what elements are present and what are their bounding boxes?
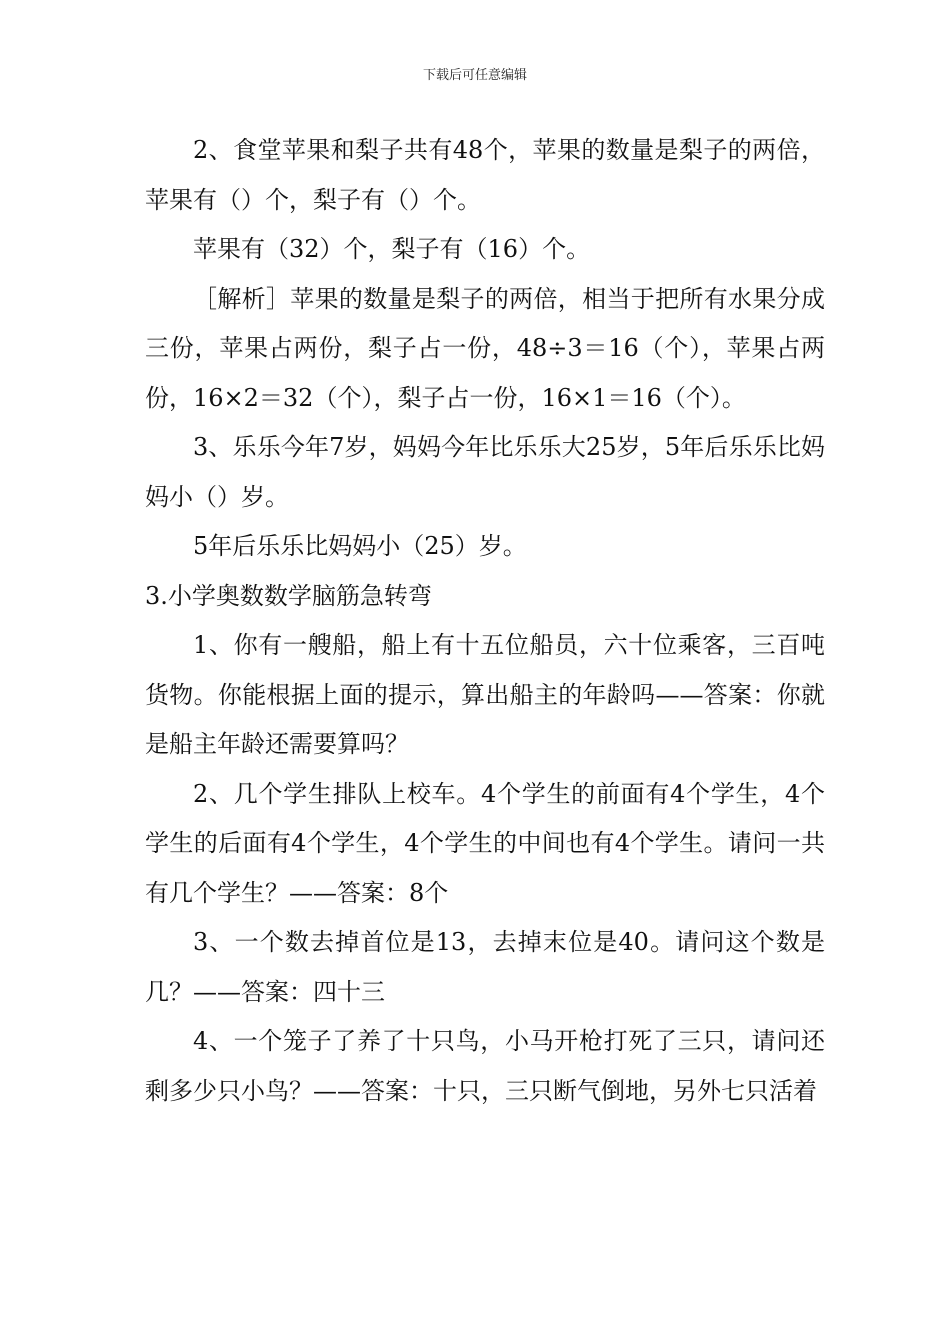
- paragraph-riddle-students: 2、几个学生排队上校车。4个学生的前面有4个学生，4个学生的后面有4个学生，4个学生的中间也有4个学生。请问一共有几个学生？——答案：8个: [145, 779, 825, 907]
- paragraph-age-answer: 5年后乐乐比妈妈小（25）岁。: [193, 532, 527, 560]
- page-header: 下载后可任意编辑: [422, 68, 527, 83]
- paragraph-riddle-ship: 1、你有一艘船，船上有十五位船员，六十位乘客，三百吨货物。你能根据上面的提示，算出船主的年龄吗——答案：你就是船主年龄还需要算吗？: [145, 631, 825, 758]
- paragraph-age-question: 3、乐乐今年7岁，妈妈今年比乐乐大25岁，5年后乐乐比妈妈小（）岁。: [145, 433, 825, 511]
- paragraph-riddle-birds: 4、一个笼子了养了十只鸟，小马开枪打死了三只，请问还剩多少只小鸟？——答案：十只，三只断气倒地，另外七只活着: [145, 1027, 825, 1105]
- paragraph-apples-pears-analysis: ［解析］苹果的数量是梨子的两倍，相当于把所有水果分成三份，苹果占两份，梨子占一份，48÷3＝16（个），苹果占两份，16×2＝32（个），梨子占一份，16×1＝16（个）。: [145, 284, 825, 412]
- paragraph-apples-pears-answer: 苹果有（32）个，梨子有（16）个。: [193, 235, 591, 263]
- paragraph-riddle-number: 3、一个数去掉首位是13，去掉末位是40。请问这个数是几？——答案：四十三: [145, 928, 825, 1006]
- paragraph-apples-pears-question: 2、食堂苹果和梨子共有48个，苹果的数量是梨子的两倍，苹果有（）个，梨子有（）个。: [145, 136, 825, 214]
- document-body: [145, 126, 825, 1116]
- section-heading: 3.小学奥数数学脑筋急转弯: [145, 581, 432, 610]
